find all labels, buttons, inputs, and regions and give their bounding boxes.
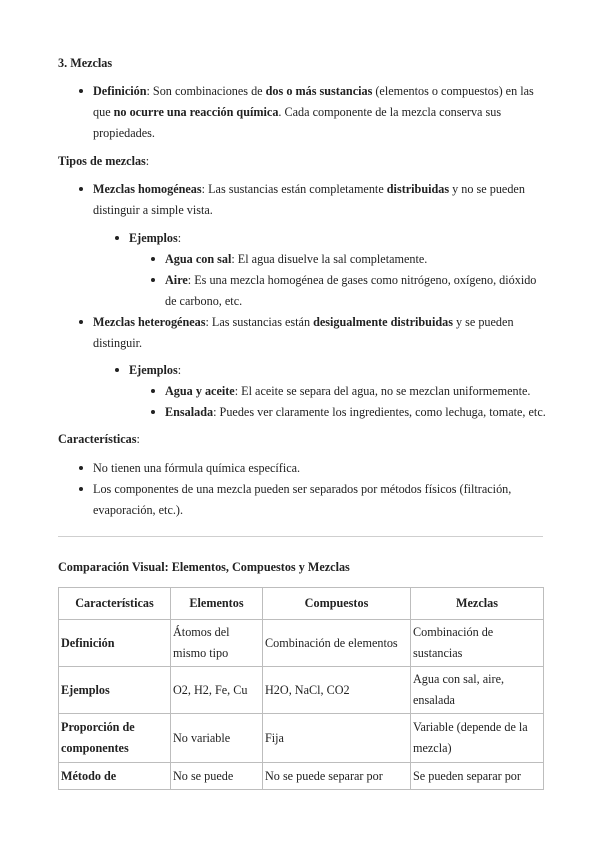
table-header: Compuestos: [263, 588, 411, 620]
bullet-icon: [79, 487, 83, 491]
table-cell: Combinación de sustancias: [411, 620, 544, 667]
table-cell: O2, H2, Fe, Cu: [171, 667, 263, 714]
homogeneous-examples-label: [129, 230, 181, 246]
definition-text: . Cada componente de la mezcla conserva sus: [278, 105, 502, 119]
heterogeneous-line-1: [93, 314, 514, 330]
homogeneous-text: : Las sustancias están completamente: [201, 182, 387, 196]
heterogeneous-label: Mezclas heterogéneas: [93, 315, 206, 329]
table-cell: No se puede separar por: [263, 763, 411, 790]
table-cell: H2O, NaCl, CO2: [263, 667, 411, 714]
bullet-icon: [151, 389, 155, 393]
table-row-header: Proporción de componentes: [59, 714, 171, 763]
characteristic-item-1: No tienen una fórmula química específica.: [93, 461, 301, 475]
comparison-table: [58, 587, 544, 790]
definition-line-3: propiedades.: [93, 126, 155, 140]
homogeneous-label: Mezclas homogéneas: [93, 182, 202, 196]
types-heading-label: Tipos de mezclas: [58, 154, 146, 168]
homogeneous-line-1: [93, 181, 525, 197]
example-ensalada: [165, 404, 546, 420]
table-header-row: [59, 588, 544, 620]
example-aire-line-2: de carbono, etc.: [165, 294, 243, 308]
bullet-icon: [151, 257, 155, 261]
homogeneous-text: y no se pueden: [449, 182, 525, 196]
heading-suffix: :: [136, 432, 140, 446]
definition-bold: no ocurre una reacción química: [113, 105, 279, 119]
example-label: Ensalada: [165, 405, 214, 419]
bullet-icon: [151, 278, 155, 282]
examples-label: Ejemplos: [129, 363, 178, 377]
table-cell: No se puede: [171, 763, 263, 790]
table-row-header: Ejemplos: [59, 667, 171, 714]
homogeneous-bold: distribuidas: [386, 182, 450, 196]
definition-text: : Son combinaciones de: [146, 84, 266, 98]
table-cell: Se pueden separar por: [411, 763, 544, 790]
heading-suffix: :: [145, 154, 150, 168]
definition-text: que: [93, 105, 114, 119]
table-header: Mezclas: [411, 588, 544, 620]
example-agua-y-aceite: [165, 383, 530, 399]
table-cell: Combinación de elementos: [263, 620, 411, 667]
heterogeneous-text: : Las sustancias están: [205, 315, 314, 329]
example-label: Agua y aceite: [165, 384, 235, 398]
table-row: [59, 714, 544, 763]
example-text: : Puedes ver claramente los ingredientes, como lechuga, tomate, etc.: [213, 405, 546, 419]
table-row: [59, 763, 544, 790]
horizontal-divider: [58, 536, 543, 537]
definition-label: Definición: [93, 84, 147, 98]
example-aire: [165, 272, 536, 288]
table-row: [59, 667, 544, 714]
heterogeneous-line-2: distinguir.: [93, 336, 143, 350]
example-text: : Es una mezcla homogénea de gases como nitrógeno, oxígeno, dióxido: [187, 273, 537, 287]
definition-bold: dos o más sustancias: [265, 84, 373, 98]
comparison-title: Comparación Visual: Elementos, Compuestos y Mezclas: [58, 560, 350, 574]
definition-line-2: [93, 104, 501, 120]
example-label: Agua con sal: [165, 252, 232, 266]
table-cell: No variable: [171, 714, 263, 763]
bullet-icon: [79, 320, 83, 324]
bullet-icon: [151, 410, 155, 414]
types-heading: [58, 153, 149, 169]
bullet-icon: [79, 187, 83, 191]
characteristic-item-2-line-2: evaporación, etc.).: [93, 503, 184, 517]
definition-text: (elementos o compuestos) en las: [372, 84, 534, 98]
bullet-icon: [115, 368, 119, 372]
table-cell: Fija: [263, 714, 411, 763]
examples-label: Ejemplos: [129, 231, 178, 245]
bullet-icon: [79, 466, 83, 470]
characteristic-item-2-line-1: Los componentes de una mezcla pueden ser separados por métodos físicos (filtración,: [93, 482, 512, 496]
bullet-icon: [79, 89, 83, 93]
example-label: Aire: [165, 273, 188, 287]
heterogeneous-bold: desigualmente distribuidas: [313, 315, 453, 329]
table-cell: Variable (depende de la mezcla): [411, 714, 544, 763]
definition-line-1: [93, 83, 534, 99]
examples-suffix: :: [177, 363, 182, 377]
bullet-icon: [115, 236, 119, 240]
example-text: : El aceite se separa del agua, no se mezclan uniformemente.: [234, 384, 531, 398]
homogeneous-line-2: distinguir a simple vista.: [93, 203, 213, 217]
example-agua-con-sal: [165, 251, 427, 267]
table-row-header: Método de: [59, 763, 171, 790]
table-header: Elementos: [171, 588, 263, 620]
heterogeneous-text: y se pueden: [452, 315, 514, 329]
example-text: : El agua disuelve la sal completamente.: [231, 252, 428, 266]
table-row-header: Definición: [59, 620, 171, 667]
table-row: [59, 620, 544, 667]
heterogeneous-examples-label: [129, 362, 181, 378]
characteristics-heading: [58, 431, 140, 447]
table-cell: Átomos del mismo tipo: [171, 620, 263, 667]
section-title: 3. Mezclas: [58, 56, 113, 70]
table-cell: Agua con sal, aire, ensalada: [411, 667, 544, 714]
characteristics-heading-label: Características: [58, 432, 137, 446]
table-header: Características: [59, 588, 171, 620]
examples-suffix: :: [177, 231, 182, 245]
